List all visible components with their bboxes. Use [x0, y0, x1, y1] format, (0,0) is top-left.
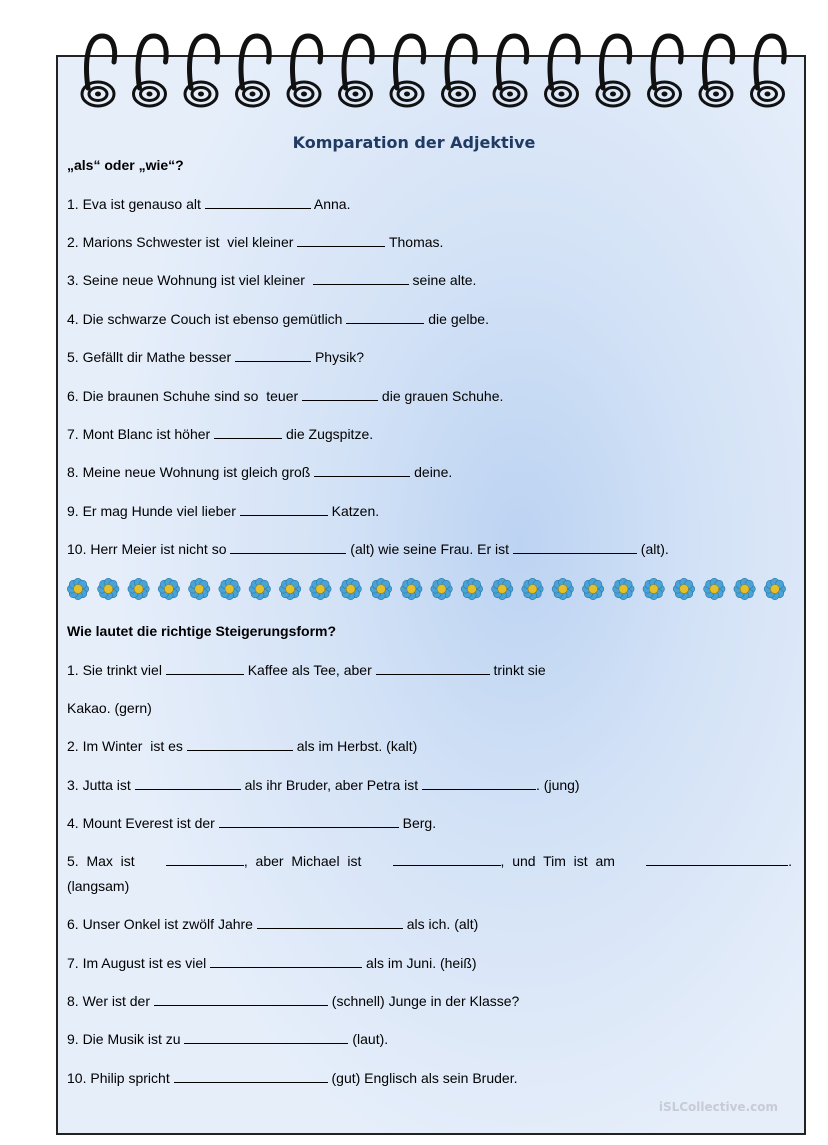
- flower-icon: [431, 578, 452, 599]
- worksheet-title: Komparation der Adjektive: [292, 133, 536, 152]
- spiral-ring: [340, 36, 373, 106]
- spiral-binding: [56, 10, 806, 110]
- spiral-ring: [134, 36, 167, 106]
- exercise1-item-10: 10. Herr Meier ist nicht so (alt) wie seine Frau. Er ist (alt).: [67, 541, 669, 557]
- exercise1-item-8: 8. Meine neue Wohnung ist gleich groß deine.: [67, 464, 453, 480]
- exercise2-item-8: 8. Wer ist der (schnell) Junge in der Klasse?: [67, 993, 520, 1009]
- exercise2-item-5-cont: (langsam): [67, 878, 130, 894]
- spiral-ring: [185, 36, 218, 106]
- spiral-ring: [288, 36, 321, 106]
- exercise1-item-3: 3. Seine neue Wohnung ist viel kleiner seine alte.: [67, 272, 477, 288]
- section1-heading: „als“ oder „wie“?: [67, 157, 184, 173]
- spiral-ring: [82, 36, 115, 106]
- flower-icon: [582, 578, 603, 599]
- spiral-ring: [649, 36, 682, 106]
- flower-icon: [310, 578, 331, 599]
- flower-icon: [492, 578, 513, 599]
- watermark: iSLCollective.com: [658, 1100, 778, 1114]
- exercise2-item-2: 2. Im Winter ist es als im Herbst. (kalt): [67, 738, 418, 754]
- flower-icon: [673, 578, 694, 599]
- exercise2-item-10: 10. Philip spricht (gut) Englisch als sein Bruder.: [67, 1070, 518, 1086]
- flower-icon: [158, 578, 179, 599]
- exercise2-item-9: 9. Die Musik ist zu (laut).: [67, 1031, 389, 1047]
- exercise1-item-7: 7. Mont Blanc ist höher die Zugspitze.: [67, 426, 374, 442]
- spiral-ring: [391, 36, 424, 106]
- exercise2-item-4: 4. Mount Everest ist der Berg.: [67, 815, 437, 831]
- flower-icon: [189, 578, 210, 599]
- flower-icon: [128, 578, 149, 599]
- flower-icon: [643, 578, 664, 599]
- spiral-ring: [597, 36, 630, 106]
- exercise2-item-5: 5. Max ist , aber Michael ist , und Tim ist am .: [67, 853, 792, 869]
- spiral-ring: [443, 36, 476, 106]
- spiral-ring: [237, 36, 270, 106]
- exercise1-item-6: 6. Die braunen Schuhe sind so teuer die grauen Schuhe.: [67, 388, 504, 404]
- section2-heading: Wie lautet die richtige Steigerungsform?: [67, 623, 337, 639]
- flower-icon: [764, 578, 785, 599]
- exercise1-item-2: 2. Marions Schwester ist viel kleiner Thomas.: [67, 234, 444, 250]
- spiral-ring: [752, 36, 785, 106]
- spiral-ring: [494, 36, 527, 106]
- flower-icon: [522, 578, 543, 599]
- flower-icon: [552, 578, 573, 599]
- flower-divider: [66, 575, 796, 603]
- spiral-ring: [546, 36, 579, 106]
- exercise2-item-6: 6. Unser Onkel ist zwölf Jahre als ich. (alt): [67, 916, 479, 932]
- exercise1-item-9: 9. Er mag Hunde viel lieber Katzen.: [67, 503, 380, 519]
- flower-icon: [734, 578, 755, 599]
- flower-icon: [401, 578, 422, 599]
- flower-icon: [98, 578, 119, 599]
- flower-icon: [279, 578, 300, 599]
- exercise1-item-1: 1. Eva ist genauso alt Anna.: [67, 196, 351, 212]
- exercise2-item-1: 1. Sie trinkt viel Kaffee als Tee, aber trinkt sie: [67, 662, 546, 678]
- flower-icon: [704, 578, 725, 599]
- flower-icon: [340, 578, 361, 599]
- flower-icon: [613, 578, 634, 599]
- flower-icon: [370, 578, 391, 599]
- exercise2-item-1-cont: Kakao. (gern): [67, 700, 152, 716]
- exercise1-item-4: 4. Die schwarze Couch ist ebenso gemütlich die gelbe.: [67, 311, 489, 327]
- exercise2-item-7: 7. Im August ist es viel als im Juni. (heiß): [67, 955, 477, 971]
- flower-icon: [461, 578, 482, 599]
- flower-icon: [219, 578, 240, 599]
- exercise2-item-3: 3. Jutta ist als ihr Bruder, aber Petra ist . (jung): [67, 777, 580, 793]
- flower-icon: [249, 578, 270, 599]
- spiral-ring: [700, 36, 733, 106]
- exercise1-item-5: 5. Gefällt dir Mathe besser Physik?: [67, 349, 364, 365]
- flower-icon: [67, 578, 88, 599]
